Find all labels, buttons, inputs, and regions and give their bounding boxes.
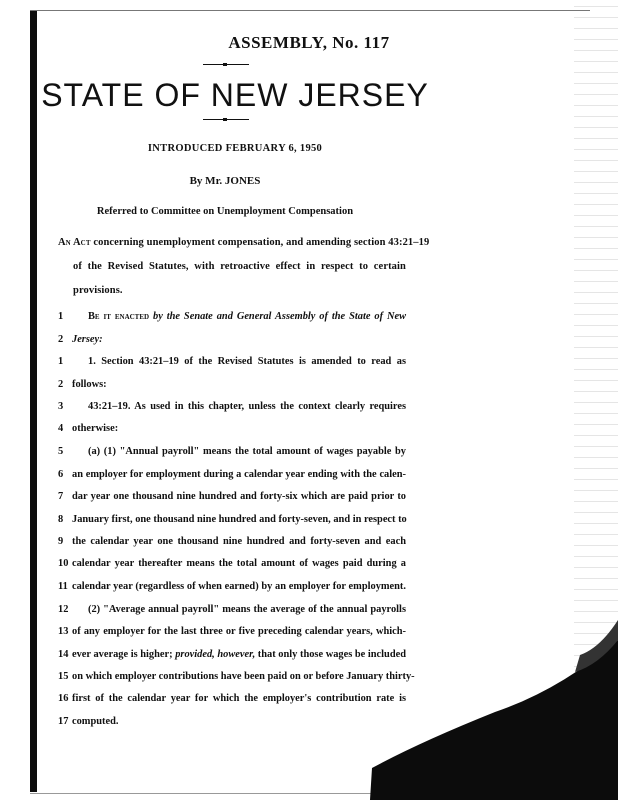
line-text: calendar year thereafter means the total amount of wages paid during a	[72, 558, 406, 569]
body-line	[58, 469, 406, 485]
line-text: follows:	[72, 379, 107, 390]
body-line	[58, 626, 406, 642]
body-line	[58, 581, 406, 597]
line-number: 12	[58, 604, 69, 615]
body-line	[58, 446, 406, 462]
body-line	[58, 536, 406, 552]
line-text: by the Senate and General Assembly of the State of New	[149, 311, 406, 322]
line-number: 7	[58, 491, 64, 502]
body-line	[58, 693, 406, 709]
line-text: first of the calendar year for which the employer's contribution rate is	[72, 693, 406, 704]
line-text: an employer for employment during a calendar year ending with the calen-	[72, 469, 406, 480]
line-text: the calendar year one thousand nine hundred and forty-seven and each	[72, 536, 406, 547]
sponsor: By Mr. JONES	[189, 175, 261, 187]
line-number: 14	[58, 649, 69, 660]
body-line	[58, 401, 406, 417]
line-number: 1	[58, 356, 64, 367]
act-lead: An Act	[58, 237, 91, 248]
line-text: of any employer for the last three or five preceding calendar years, which-	[72, 626, 406, 637]
line-number: 3	[58, 401, 64, 412]
line-number: 8	[58, 514, 64, 525]
line-number: 17	[58, 716, 69, 727]
line-text: (a) (1) "Annual payroll" means the total amount of wages payable by	[88, 446, 406, 457]
line-text: that only those wages be included	[255, 649, 406, 660]
assembly-number: ASSEMBLY, No. 117	[228, 33, 390, 52]
committee-referral: Referred to Committee on Unemployment Compensation	[96, 206, 354, 217]
enacting-lead: Be it enacted	[88, 311, 150, 322]
line-text: ever average is higher;	[72, 649, 176, 660]
line-number: 16	[58, 693, 69, 704]
line-text: 43:21–19. As used in this chapter, unless the context clearly requires	[88, 401, 406, 412]
line-text: Jersey:	[72, 334, 103, 345]
line-number: 6	[58, 469, 64, 480]
line-number: 2	[58, 379, 64, 390]
body-line	[58, 604, 406, 620]
body-line	[58, 423, 406, 439]
line-number: 15	[58, 671, 69, 682]
line-number: 9	[58, 536, 64, 547]
line-text: (2) "Average annual payroll" means the average of the annual payrolls	[88, 604, 406, 615]
header-rule	[203, 64, 249, 65]
proviso-text: provided, however,	[175, 649, 256, 660]
body-line	[58, 649, 406, 665]
act-title-line-1	[58, 237, 429, 248]
line-text: 1. Section 43:21–19 of the Revised Statutes is amended to read as	[88, 356, 406, 367]
body-line	[58, 379, 406, 395]
line-text: calendar year (regardless of when earned) by an employer for employment.	[72, 581, 406, 592]
body-line	[58, 334, 406, 350]
line-number: 10	[58, 558, 69, 569]
body-line	[58, 514, 406, 530]
line-text: computed.	[72, 716, 119, 727]
act-title-line-3: provisions.	[73, 285, 123, 296]
line-number: 11	[58, 581, 68, 592]
line-number: 4	[58, 423, 64, 434]
act-title-text-1: concerning unemployment compensation, and amending section 43:21–19	[93, 237, 430, 248]
line-text: dar year one thousand nine hundred and forty-six which are paid prior to	[72, 491, 406, 502]
line-text: otherwise:	[72, 423, 119, 434]
body-line	[58, 558, 406, 574]
body-line	[58, 311, 406, 327]
state-rule	[203, 119, 249, 120]
body-line	[58, 491, 406, 507]
body-line	[58, 356, 406, 372]
state-title: STATE OF NEW JERSEY	[41, 77, 429, 113]
body-line	[58, 671, 415, 687]
line-number: 1	[58, 311, 64, 322]
line-number: 2	[58, 334, 64, 345]
act-title-line-2: of the Revised Statutes, with retroactive effect in respect to certain	[73, 261, 406, 272]
body-line	[58, 716, 406, 732]
line-text: January first, one thousand nine hundred and forty-seven, and in respect to	[72, 514, 407, 525]
line-number: 5	[58, 446, 64, 457]
introduced-date: INTRODUCED FEBRUARY 6, 1950	[147, 143, 323, 154]
line-text: on which employer contributions have been paid on or before January thirty-	[72, 671, 415, 682]
line-number: 13	[58, 626, 69, 637]
